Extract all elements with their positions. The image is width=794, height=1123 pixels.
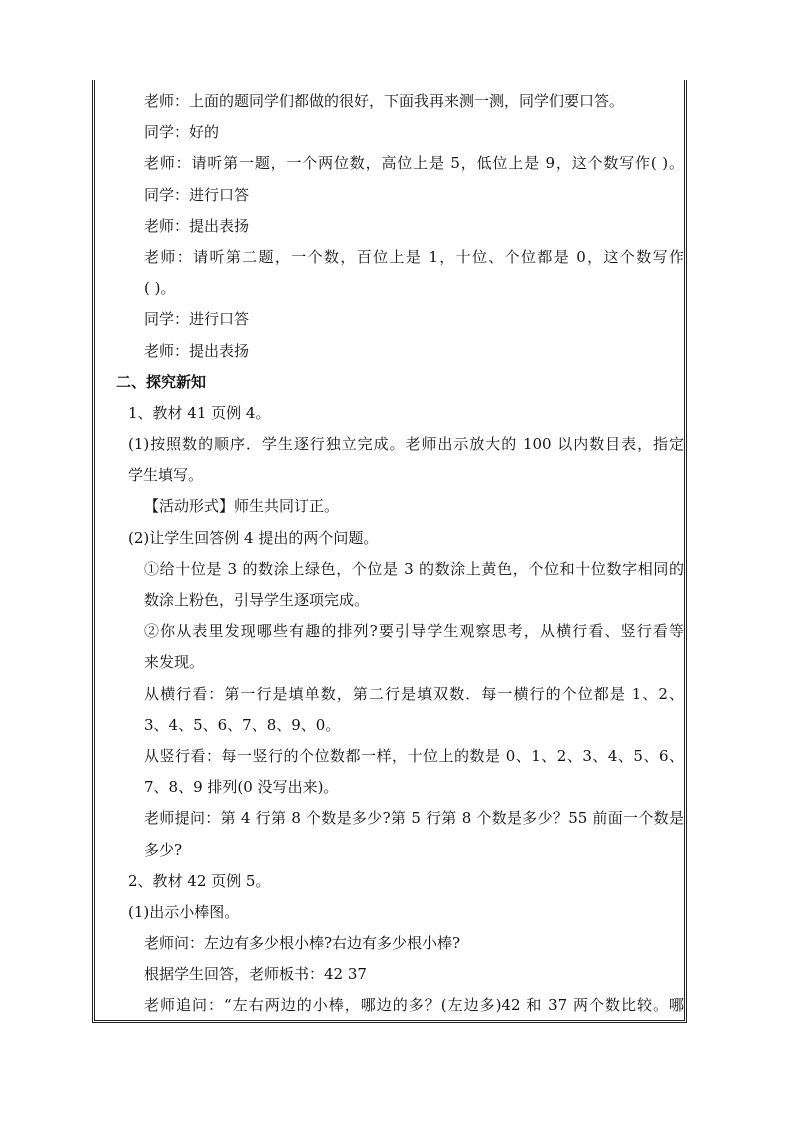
paragraph-line: 老师追问：“左右两边的小棒，哪边的多？(左边多)42 和 37 两个数比较。哪 [144, 996, 684, 1015]
paragraph-line: (1)按照数的顺序．学生逐行独立完成。老师出示放大的 100 以内数目表，指定 [128, 435, 684, 454]
paragraph-line: 从竖行看：每一竖行的个位数都一样，十位上的数是 0、1、2、3、4、5、6、 [144, 746, 684, 765]
paragraph-line: (2)让学生回答例 4 提出的两个问题。 [128, 528, 379, 547]
paragraph-line: ②你从表里发现哪些有趣的排列?要引导学生观察思考，从横行看、竖行看等 [144, 622, 684, 641]
item-heading: 2、教材 42 页例 5。 [128, 871, 271, 890]
paragraph-line: 数涂上粉色，引导学生逐项完成。 [144, 591, 370, 609]
paragraph-line: ①给十位是 3 的数涂上绿色，个位是 3 的数涂上黄色，个位和十位数字相同的 [144, 559, 684, 578]
section-heading: 二、探究新知 [116, 372, 207, 391]
paragraph-line: 根据学生回答，老师板书：42 37 [144, 965, 367, 984]
dialogue-line: 老师：请听第二题，一个数，百位上是 1，十位、个位都是 0，这个数写作 [144, 247, 684, 266]
dialogue-line: 老师：提出表扬 [144, 341, 250, 360]
dialogue-line: 老师：上面的题同学们都做的很好，下面我再来测一测，同学们要口答。 [144, 92, 625, 110]
paragraph-line: 【活动形式】师生共同订正。 [144, 497, 340, 516]
dialogue-line: 老师：请听第一题，一个两位数，高位上是 5，低位上是 9，这个数写作( )。 [144, 154, 684, 173]
paragraph-line: 7、8、9 排列(0 没写出来)。 [144, 778, 339, 797]
lesson-content [116, 86, 684, 1022]
paragraph-line: 来发现。 [144, 653, 205, 672]
item-heading: 1、教材 41 页例 4。 [128, 403, 271, 422]
dialogue-line: 同学：进行口答 [144, 185, 250, 204]
dialogue-line: 同学：好的 [144, 123, 220, 142]
paragraph-line: 从横行看：第一行是填单数，第二行是填双数．每一横行的个位都是 1、2、 [144, 684, 684, 703]
paragraph-line: 学生填写。 [128, 466, 204, 485]
paragraph-line: 老师提问：第 4 行第 8 个数是多少?第 5 行第 8 个数是多少？55 前面一个数是 [144, 809, 684, 828]
dialogue-line: 老师：提出表扬 [144, 216, 250, 235]
paragraph-line: 3、4、5、6、7、8、9、0。 [144, 715, 341, 734]
paragraph-line: (1)出示小棒图。 [128, 902, 240, 921]
paragraph-line: 多少? [144, 840, 183, 859]
paragraph-line: 老师问：左边有多少根小棒?右边有多少根小棒? [144, 934, 461, 953]
dialogue-line: 同学：进行口答 [144, 310, 250, 329]
dialogue-line: ( )。 [144, 279, 176, 298]
